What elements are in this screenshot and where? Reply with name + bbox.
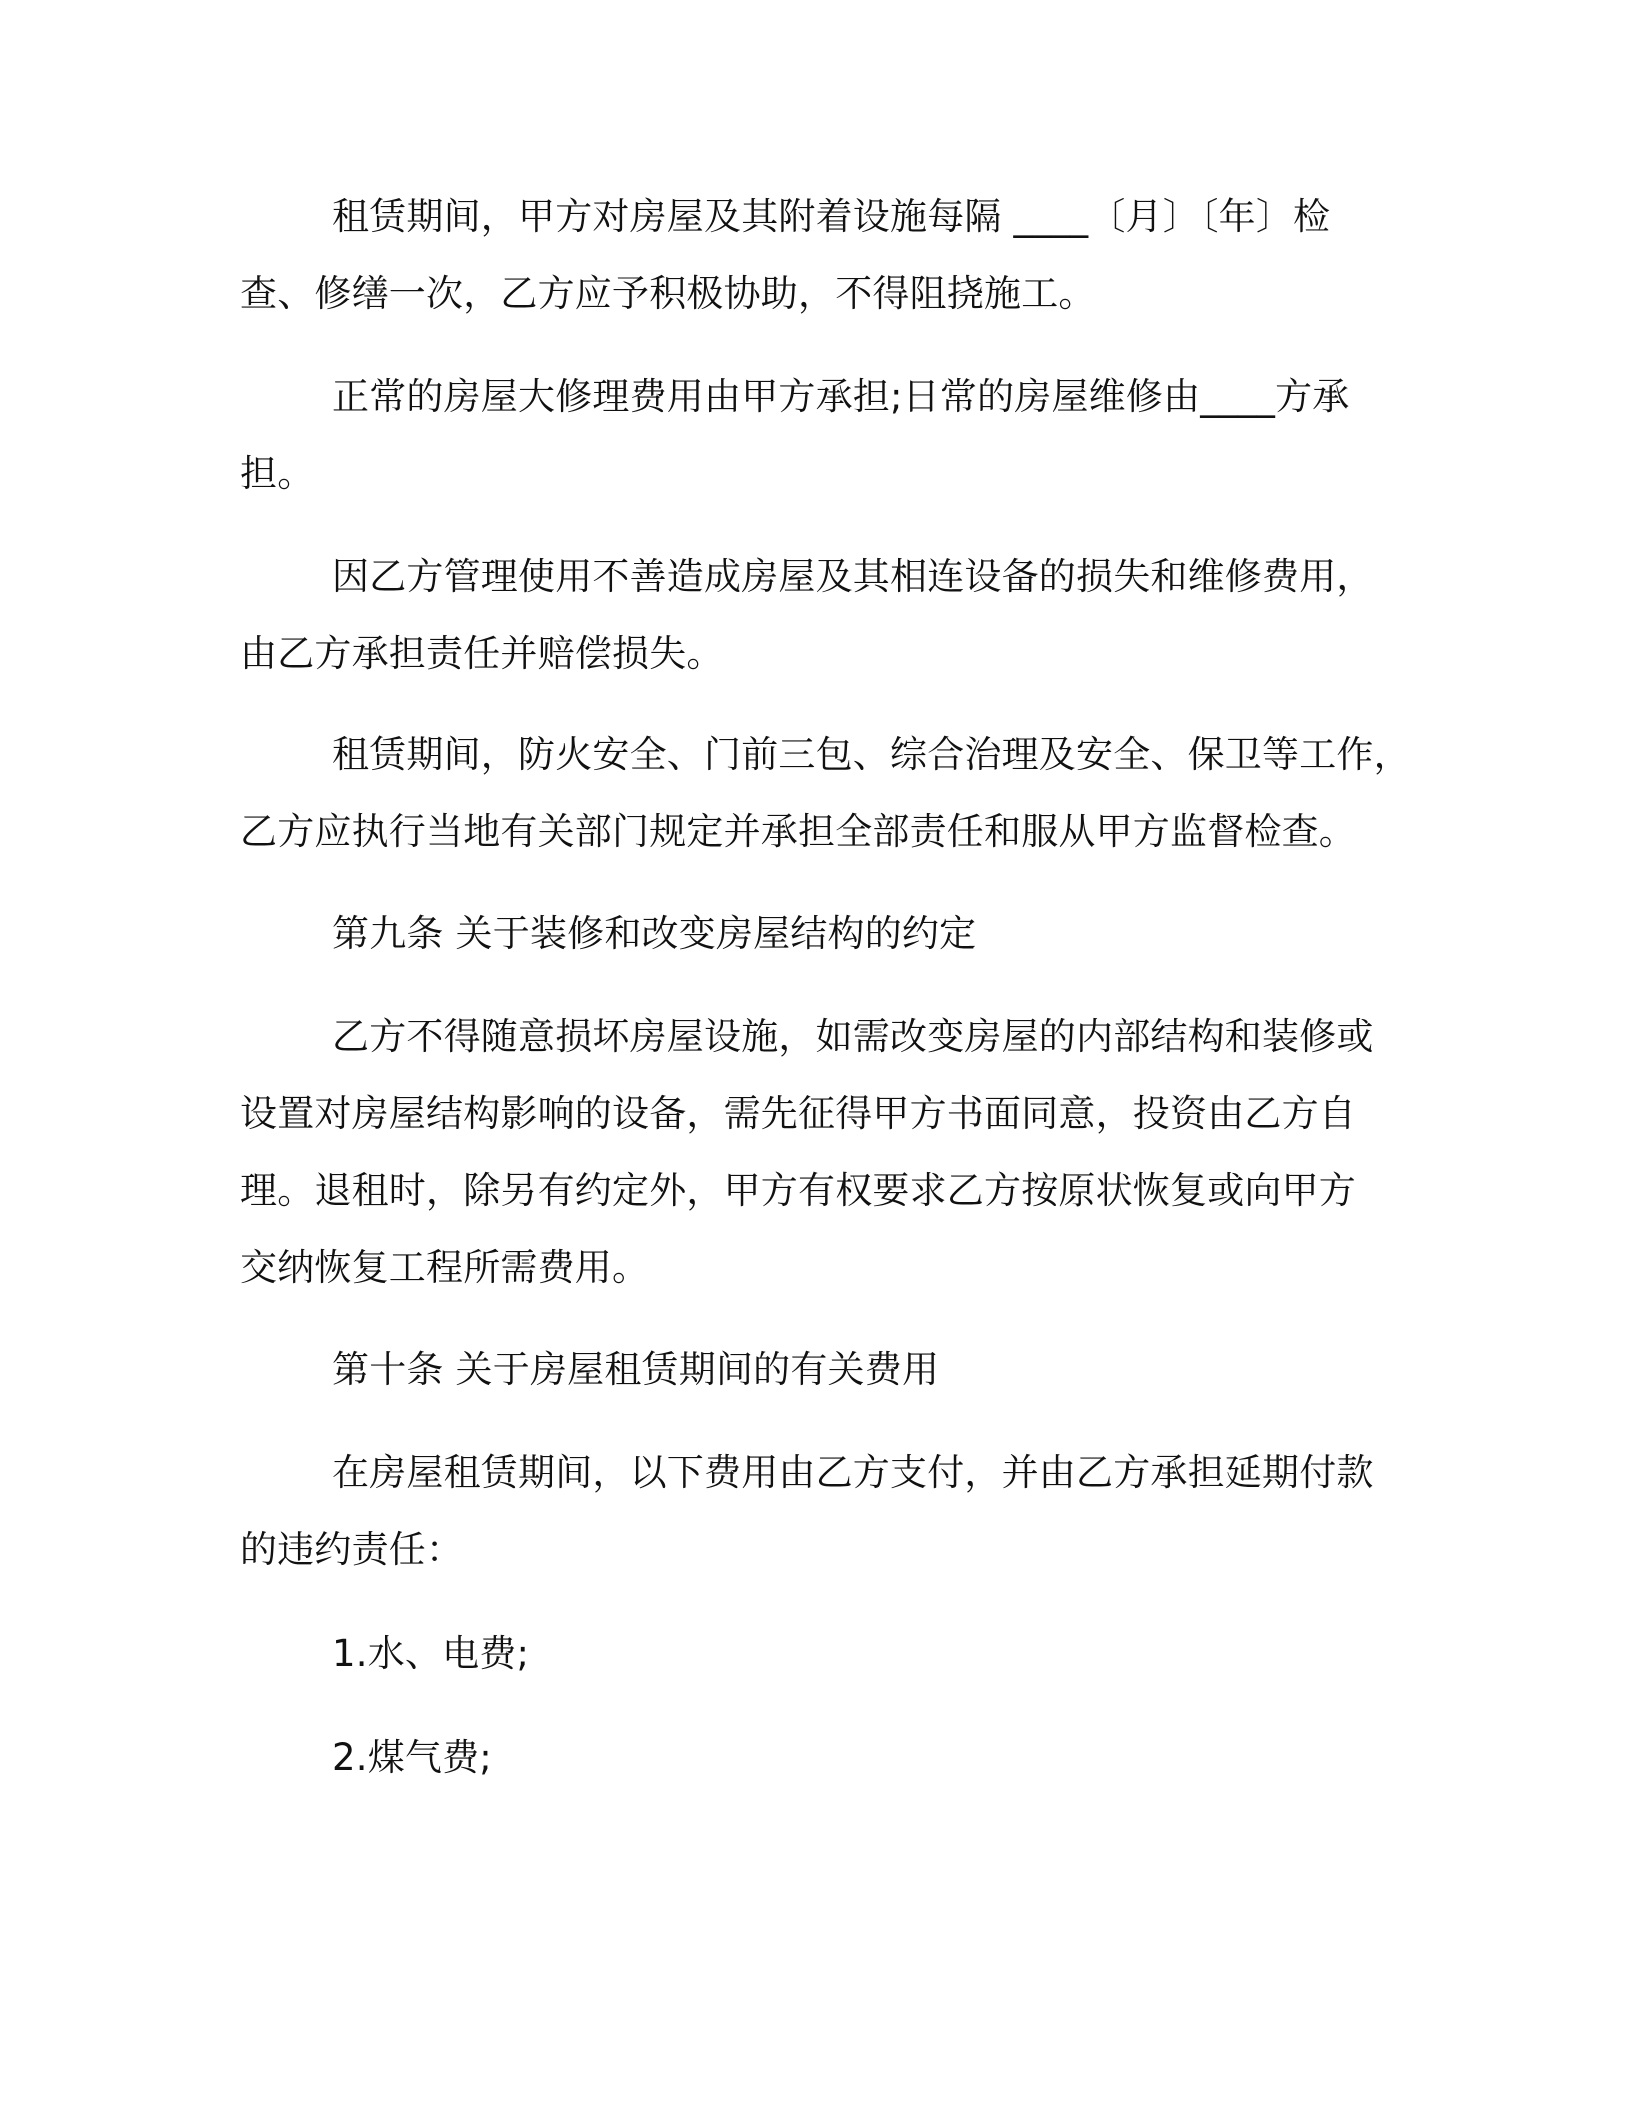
paragraph-6-line-3: 理。退租时，除另有约定外，甲方有权要求乙方按原状恢复或向甲方 xyxy=(240,1169,1356,1212)
paragraph-3-line-2: 由乙方承担责任并赔偿损失。 xyxy=(240,632,724,675)
list-item-1: 1.水、电费; xyxy=(332,1632,530,1675)
paragraph-6-line-2: 设置对房屋结构影响的设备，需先征得甲方书面同意，投资由乙方自 xyxy=(240,1092,1356,1135)
paragraph-4-line-1: 租赁期间，防火安全、门前三包、综合治理及安全、保卫等工作， xyxy=(332,733,1411,776)
list-item-2: 2.煤气费; xyxy=(332,1736,492,1779)
paragraph-6-line-1: 乙方不得随意损坏房屋设施，如需改变房屋的内部结构和装修或 xyxy=(332,1015,1374,1058)
paragraph-8-line-2: 的违约责任： xyxy=(240,1528,464,1571)
paragraph-6-line-4: 交纳恢复工程所需费用。 xyxy=(240,1246,650,1289)
paragraph-1-line-2: 查、修缮一次，乙方应予积极协助，不得阻挠施工。 xyxy=(240,272,1096,315)
paragraph-1-line-1: 租赁期间，甲方对房屋及其附着设施每隔 ____〔月〕〔年〕检 xyxy=(332,195,1331,238)
article-10-heading: 第十条 关于房屋租赁期间的有关费用 xyxy=(332,1348,940,1391)
paragraph-2-line-2: 担。 xyxy=(240,452,315,495)
paragraph-4-line-2: 乙方应执行当地有关部门规定并承担全部责任和服从甲方监督检查。 xyxy=(240,810,1356,853)
paragraph-8-line-1: 在房屋租赁期间，以下费用由乙方支付，并由乙方承担延期付款 xyxy=(332,1451,1374,1494)
paragraph-3-line-1: 因乙方管理使用不善造成房屋及其相连设备的损失和维修费用， xyxy=(332,555,1374,598)
article-9-heading: 第九条 关于装修和改变房屋结构的约定 xyxy=(332,912,977,955)
paragraph-2-line-1: 正常的房屋大修理费用由甲方承担;日常的房屋维修由____方承 xyxy=(332,375,1350,418)
